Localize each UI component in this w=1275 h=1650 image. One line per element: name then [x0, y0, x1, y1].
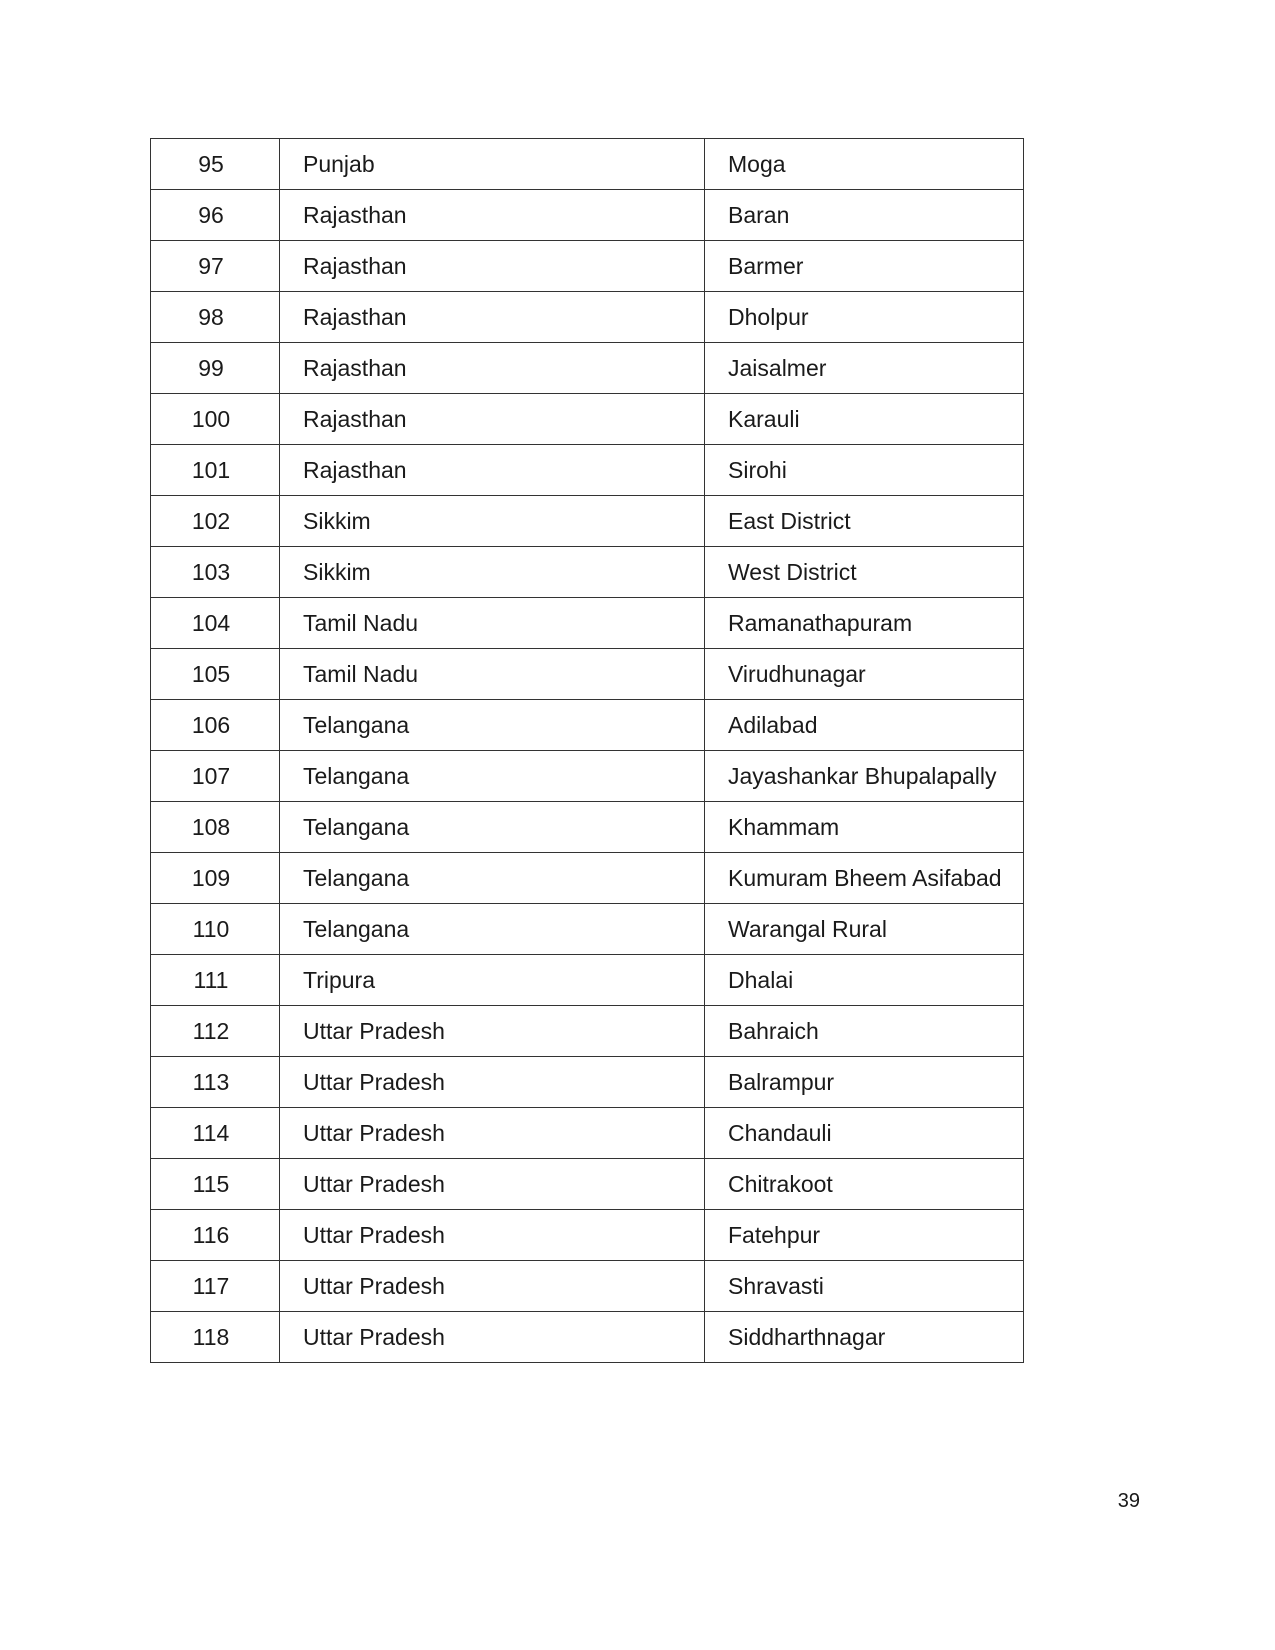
district-cell: Karauli — [705, 394, 1024, 445]
serial-number: 118 — [192, 1323, 230, 1350]
serial-number-cell — [151, 343, 280, 394]
serial-number: 95 — [198, 150, 224, 177]
serial-number-cell — [151, 1159, 280, 1210]
serial-number-cell — [151, 802, 280, 853]
serial-number: 105 — [191, 660, 231, 687]
table-row — [151, 598, 1024, 649]
district-cell: Dhalai — [705, 955, 1024, 1006]
state-cell: Uttar Pradesh — [280, 1006, 705, 1057]
serial-number-cell — [151, 1108, 280, 1159]
serial-number: 112 — [192, 1017, 230, 1044]
table-row — [151, 1159, 1024, 1210]
serial-number-cell — [151, 190, 280, 241]
serial-number: 99 — [198, 354, 224, 381]
state-cell: Rajasthan — [280, 394, 705, 445]
serial-number-cell — [151, 496, 280, 547]
serial-number-cell — [151, 751, 280, 802]
state-cell: Rajasthan — [280, 190, 705, 241]
district-cell: Balrampur — [705, 1057, 1024, 1108]
table-row — [151, 1261, 1024, 1312]
district-cell: Dholpur — [705, 292, 1024, 343]
state-cell: Punjab — [280, 139, 705, 190]
serial-number: 102 — [191, 507, 231, 534]
serial-number-cell — [151, 700, 280, 751]
table-row — [151, 547, 1024, 598]
serial-number-cell — [151, 394, 280, 445]
serial-number-cell — [151, 292, 280, 343]
state-cell: Uttar Pradesh — [280, 1159, 705, 1210]
state-cell: Uttar Pradesh — [280, 1312, 705, 1363]
table-row — [151, 955, 1024, 1006]
serial-number: 100 — [191, 405, 231, 432]
serial-number-cell — [151, 598, 280, 649]
state-cell: Uttar Pradesh — [280, 1210, 705, 1261]
district-cell: Chitrakoot — [705, 1159, 1024, 1210]
state-cell: Telangana — [280, 853, 705, 904]
serial-number-cell — [151, 139, 280, 190]
district-cell: Chandauli — [705, 1108, 1024, 1159]
serial-number: 107 — [191, 762, 231, 789]
district-table — [150, 138, 1024, 1363]
district-cell: Kumuram Bheem Asifabad — [705, 853, 1024, 904]
state-cell: Tamil Nadu — [280, 649, 705, 700]
district-cell: Ramanathapuram — [705, 598, 1024, 649]
district-cell: Bahraich — [705, 1006, 1024, 1057]
table-row — [151, 700, 1024, 751]
table-row — [151, 904, 1024, 955]
table-row — [151, 496, 1024, 547]
state-cell: Uttar Pradesh — [280, 1261, 705, 1312]
table-row — [151, 394, 1024, 445]
serial-number: 98 — [198, 303, 224, 330]
table-row — [151, 649, 1024, 700]
table-row — [151, 445, 1024, 496]
table-body — [151, 139, 1024, 1363]
serial-number-cell — [151, 649, 280, 700]
state-cell: Telangana — [280, 904, 705, 955]
table-row — [151, 1006, 1024, 1057]
state-cell: Tamil Nadu — [280, 598, 705, 649]
table-row — [151, 1210, 1024, 1261]
table-row — [151, 190, 1024, 241]
serial-number-cell — [151, 241, 280, 292]
district-cell: Khammam — [705, 802, 1024, 853]
serial-number-cell — [151, 1057, 280, 1108]
serial-number: 114 — [192, 1119, 230, 1146]
district-cell: East District — [705, 496, 1024, 547]
district-cell: Shravasti — [705, 1261, 1024, 1312]
table-row — [151, 292, 1024, 343]
district-cell: Fatehpur — [705, 1210, 1024, 1261]
district-cell: Jaisalmer — [705, 343, 1024, 394]
state-cell: Telangana — [280, 751, 705, 802]
serial-number-cell — [151, 547, 280, 598]
state-cell: Rajasthan — [280, 241, 705, 292]
district-cell: Virudhunagar — [705, 649, 1024, 700]
serial-number: 101 — [191, 456, 231, 483]
state-cell: Telangana — [280, 700, 705, 751]
district-cell: Baran — [705, 190, 1024, 241]
serial-number: 96 — [198, 201, 224, 228]
serial-number-cell — [151, 1312, 280, 1363]
district-cell: Moga — [705, 139, 1024, 190]
table-row — [151, 241, 1024, 292]
state-cell: Uttar Pradesh — [280, 1108, 705, 1159]
state-cell: Sikkim — [280, 547, 705, 598]
serial-number-cell — [151, 904, 280, 955]
table-row — [151, 1312, 1024, 1363]
page-number: 39 — [1117, 1490, 1140, 1512]
serial-number: 111 — [193, 966, 229, 993]
state-cell: Rajasthan — [280, 445, 705, 496]
serial-number-cell — [151, 1261, 280, 1312]
serial-number: 117 — [192, 1272, 230, 1299]
serial-number: 108 — [191, 813, 231, 840]
serial-number: 97 — [198, 252, 224, 279]
table-row — [151, 139, 1024, 190]
district-cell: Sirohi — [705, 445, 1024, 496]
district-cell: Warangal Rural — [705, 904, 1024, 955]
district-cell: Jayashankar Bhupalapally — [705, 751, 1024, 802]
serial-number-cell — [151, 853, 280, 904]
serial-number-cell — [151, 1210, 280, 1261]
table-row — [151, 1108, 1024, 1159]
serial-number: 113 — [192, 1068, 230, 1095]
serial-number: 109 — [191, 864, 231, 891]
serial-number: 104 — [191, 609, 231, 636]
district-cell: Adilabad — [705, 700, 1024, 751]
state-cell: Tripura — [280, 955, 705, 1006]
district-cell: Barmer — [705, 241, 1024, 292]
table-row — [151, 802, 1024, 853]
serial-number-cell — [151, 445, 280, 496]
district-cell: West District — [705, 547, 1024, 598]
district-cell: Siddharthnagar — [705, 1312, 1024, 1363]
table-row — [151, 1057, 1024, 1108]
state-cell: Rajasthan — [280, 292, 705, 343]
state-cell: Uttar Pradesh — [280, 1057, 705, 1108]
serial-number: 110 — [192, 915, 230, 942]
table-row — [151, 751, 1024, 802]
table-row — [151, 853, 1024, 904]
serial-number: 115 — [192, 1170, 230, 1197]
table-row — [151, 343, 1024, 394]
serial-number-cell — [151, 1006, 280, 1057]
serial-number: 116 — [192, 1221, 230, 1248]
state-cell: Rajasthan — [280, 343, 705, 394]
serial-number-cell — [151, 955, 280, 1006]
serial-number: 106 — [191, 711, 231, 738]
serial-number: 103 — [191, 558, 231, 585]
state-cell: Telangana — [280, 802, 705, 853]
state-cell: Sikkim — [280, 496, 705, 547]
